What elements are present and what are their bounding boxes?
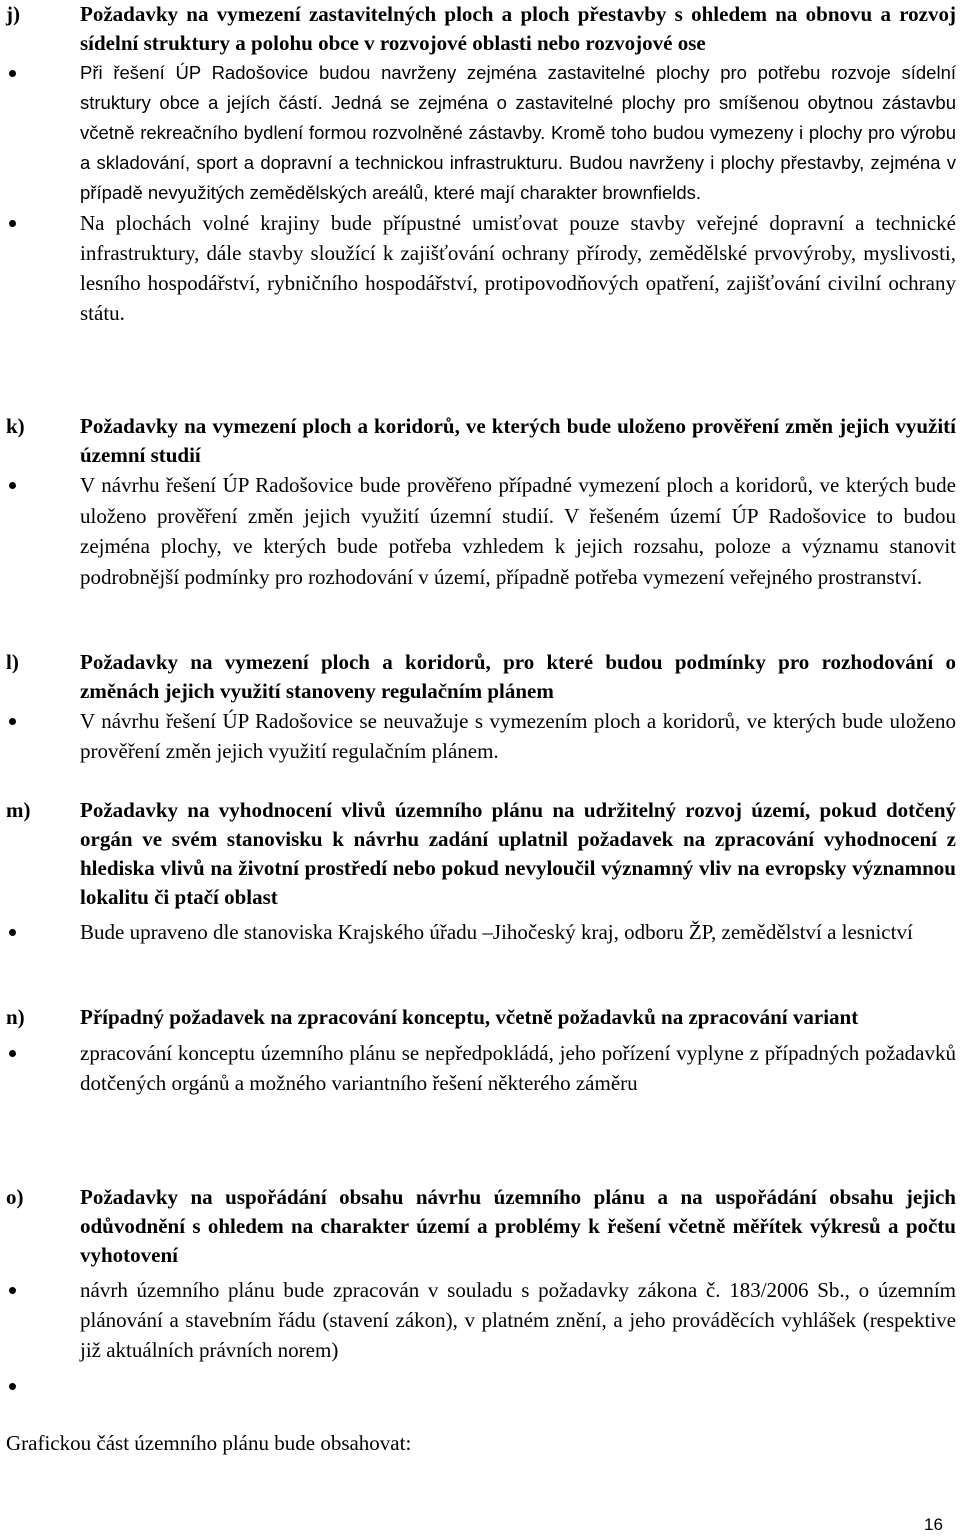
section-l	[0, 648, 960, 766]
section-letter: j)	[6, 2, 20, 26]
bullet-icon	[9, 482, 16, 489]
section-letter: o)	[6, 1185, 24, 1209]
section-letter: n)	[6, 1005, 25, 1029]
section-heading	[0, 796, 956, 912]
list-item-empty	[0, 1371, 956, 1401]
page-number: 16	[924, 1515, 943, 1534]
section-j	[0, 0, 960, 328]
list-item	[0, 1038, 956, 1098]
section-heading	[0, 412, 956, 470]
bullet-list	[0, 1275, 960, 1401]
list-item-text: návrh územního plánu bude zpracován v souladu s požadavky zákona č. 183/2006 Sb., o územním plánování a stavebním řádu (stavení zákon), v platném znění, a jeho prováděcích vyhlášek (respektive již aktuálních právních norem)	[80, 1278, 956, 1362]
list-item-text: zpracování konceptu územního plánu se nepředpokládá, jeho pořízení vyplyne z případných požadavků dotčených orgánů a možného variantního řešení některého záměru	[80, 1041, 956, 1095]
section-m	[0, 796, 960, 947]
section-heading-text: Požadavky na vymezení ploch a koridorů, ve kterých bude uloženo prověření změn jejich využití územní studií	[80, 414, 956, 467]
list-item	[0, 470, 956, 592]
list-item-text: V návrhu řešení ÚP Radošovice bude prověřeno případné vymezení ploch a koridorů, ve kterých bude uloženo prověření změn jejich využití územní studií. V řešeném území ÚP Radošovice to budou zejména plochy, ve kterých bude potřeba vzhledem k jejich rozsahu, poloze a významu stanovit podrobnější podmínky pro rozhodování v území, případně potřeba vymezení veřejného prostranství.	[80, 473, 956, 589]
section-n	[0, 1003, 960, 1098]
section-heading	[0, 0, 956, 58]
section-heading-text: Požadavky na vyhodnocení vlivů územního plánu na udržitelný rozvoj území, pokud dotčený orgán ve svém stanovisku k návrhu zadání uplatnil požadavek na zpracování vyhodnocení z hlediska vlivů na životní prostředí nebo pokud nevyloučil významný vliv na evropsky významnou lokalitu či ptačí oblast	[80, 798, 956, 909]
section-letter: m)	[6, 798, 31, 822]
bullet-list	[0, 706, 960, 766]
bullet-icon	[9, 1050, 16, 1057]
section-heading	[0, 1003, 956, 1032]
section-heading	[0, 1183, 956, 1270]
bullet-icon	[9, 220, 16, 227]
list-item	[0, 1275, 956, 1365]
section-heading-text: Požadavky na uspořádání obsahu návrhu územního plánu a na uspořádání obsahu jejich odůvodnění s ohledem na charakter území a problémy k řešení včetně měřítek výkresů a počtu vyhotovení	[80, 1185, 956, 1267]
section-heading-text: Požadavky na vymezení zastavitelných ploch a ploch přestavby s ohledem na obnovu a rozvoj sídelní struktury a polohu obce v rozvojové oblasti nebo rozvojové ose	[80, 2, 956, 55]
list-item-text: Na plochách volné krajiny bude přípustné umisťovat pouze stavby veřejné dopravní a technické infrastruktury, dále stavby sloužící k zajišťování ochrany přírody, zemědělské prvovýroby, myslivosti, lesního hospodářství, rybničního hospodářství, protipovodňových opatření, zajišťování civilní ochrany státu.	[80, 211, 956, 325]
list-item	[0, 208, 956, 328]
section-o	[0, 1183, 960, 1401]
section-heading	[0, 648, 956, 706]
list-item	[0, 58, 956, 208]
list-item-text: Bude upraveno dle stanoviska Krajského úřadu –Jihočeský kraj, odboru ŽP, zemědělství a lesnictví	[80, 920, 913, 944]
section-heading-text: Požadavky na vymezení ploch a koridorů, pro které budou podmínky pro rozhodování o změnách jejich využití stanoveny regulačním plánem	[80, 650, 956, 703]
list-item-text: V návrhu řešení ÚP Radošovice se neuvažuje s vymezením ploch a koridorů, ve kterých bude uloženo prověření změn jejich využití regulačním plánem.	[80, 709, 956, 763]
bullet-list	[0, 470, 960, 592]
section-heading-text: Případný požadavek na zpracování konceptu, včetně požadavků na zpracování variant	[80, 1005, 859, 1029]
bullet-list	[0, 58, 960, 328]
section-letter: l)	[6, 650, 19, 674]
section-letter: k)	[6, 414, 25, 438]
bullet-icon	[9, 929, 16, 936]
list-item-text: Při řešení ÚP Radošovice budou navrženy zejména zastavitelné plochy pro potřebu rozvoje sídelní struktury obce a jejích částí. Jedná se zejména o zastavitelné plochy pro smíšenou obytnou zástavbu včetně rekreačního bydlení formou rozvolněné zástavby. Kromě toho budou vymezeny i plochy pro výrobu a skladování, sport a dopravní a technickou infrastrukturu. Budou navrženy i plochy přestavby, zejména v případě nevyužitých zemědělských areálů, které mají charakter brownfields.	[80, 62, 956, 203]
bullet-icon	[9, 718, 16, 725]
bullet-list	[0, 917, 960, 947]
bullet-icon	[9, 1383, 16, 1390]
list-item	[0, 917, 956, 947]
graphic-part-intro: Grafickou část územního plánu bude obsahovat:	[6, 1431, 412, 1455]
bullet-list	[0, 1038, 960, 1098]
list-item	[0, 706, 956, 766]
section-k	[0, 412, 960, 592]
bullet-icon	[9, 1287, 16, 1294]
bullet-icon	[9, 70, 16, 77]
